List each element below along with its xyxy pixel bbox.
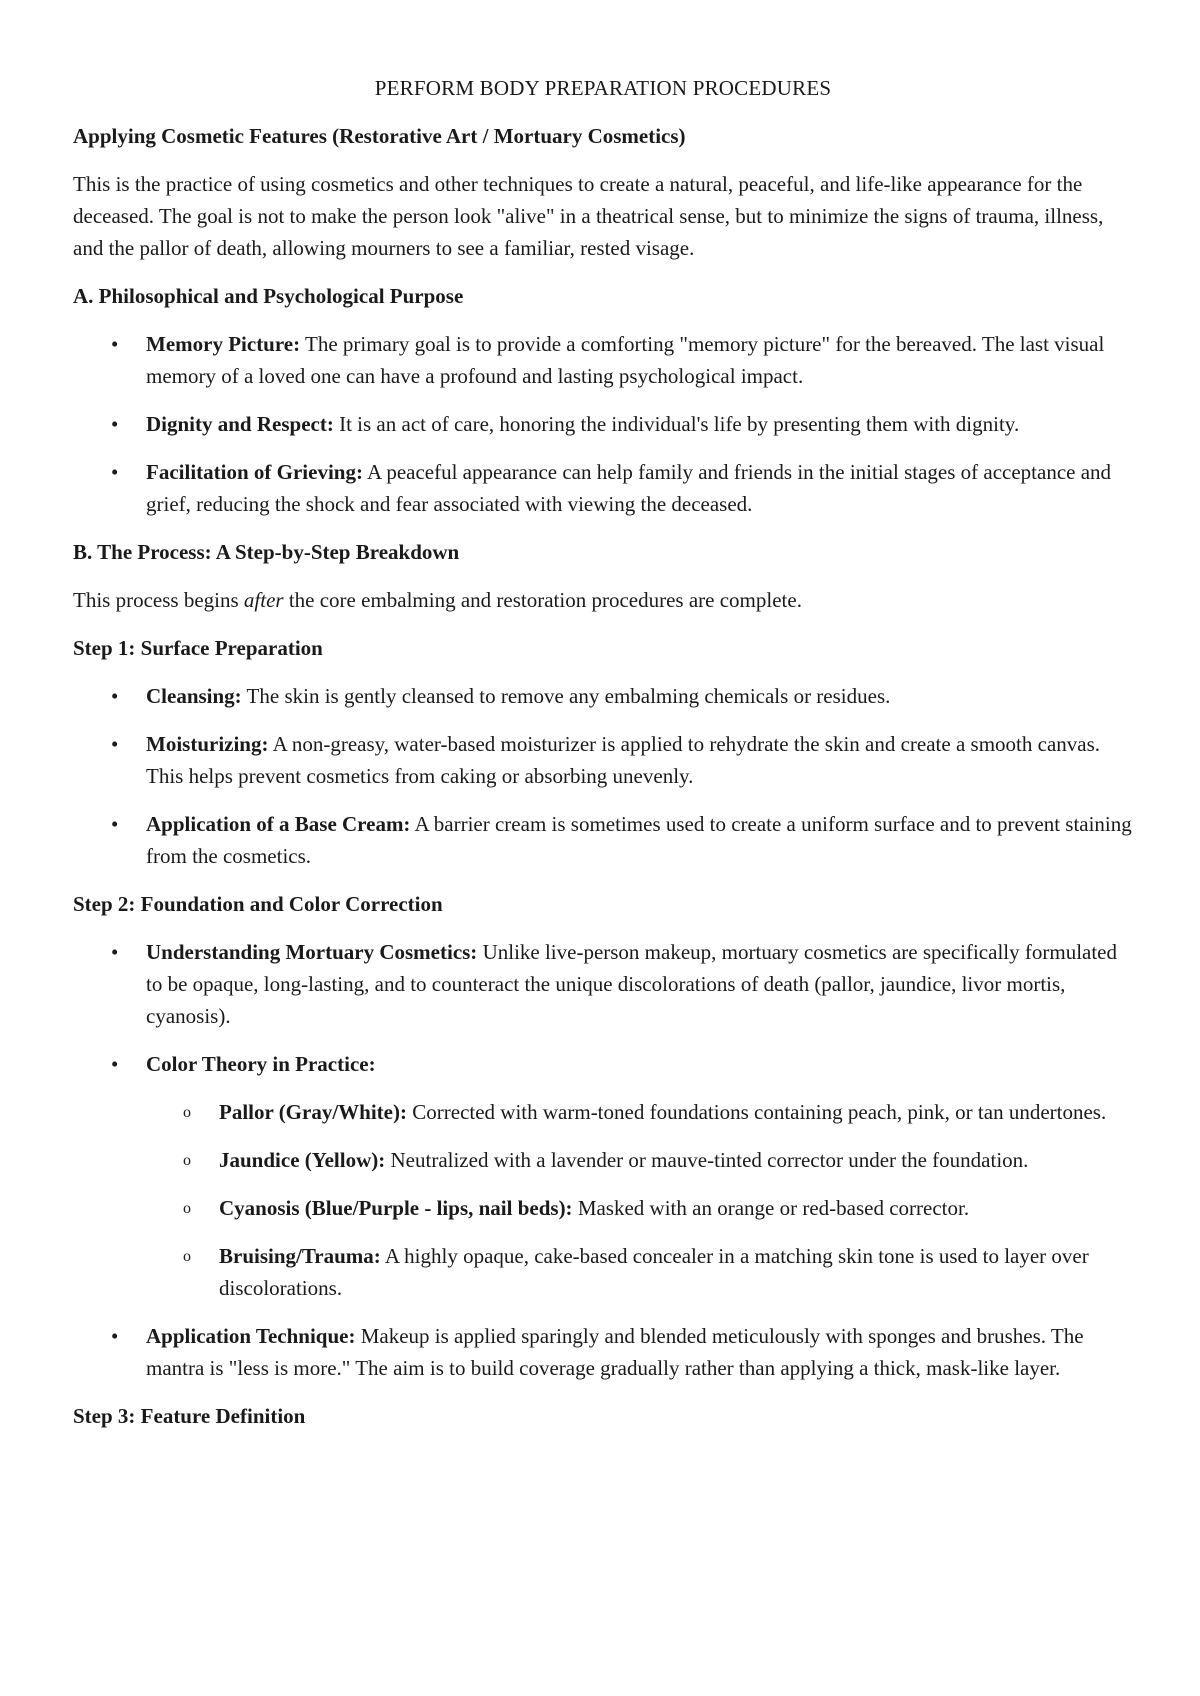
- list-item: [73, 728, 1133, 792]
- list-item: [73, 680, 1133, 712]
- color-theory-sublist: [146, 1096, 1133, 1304]
- item-term: Cyanosis (Blue/Purple - lips, nail beds):: [219, 1196, 573, 1220]
- bullet-icon: •: [111, 732, 119, 756]
- sub-list-item: [146, 1096, 1133, 1128]
- list-item: [73, 456, 1133, 520]
- item-term: Bruising/Trauma:: [219, 1244, 381, 1268]
- list-item: [73, 936, 1133, 1032]
- list-item: [73, 1048, 1133, 1304]
- list-item: [73, 808, 1133, 872]
- bullet-icon: •: [111, 684, 119, 708]
- bullet-icon: •: [111, 1052, 119, 1076]
- step-2-heading: Step 2: Foundation and Color Correction: [73, 892, 443, 916]
- step-1-heading: Step 1: Surface Preparation: [73, 636, 323, 660]
- item-text: Unlike live-person makeup, mortuary cosmetics are specifically formulated to be opaque, long-lasting, and to counteract the unique discolorations of death (pallor, jaundice, livor mortis, cyanosis).: [146, 940, 1118, 1028]
- item-text: A non-greasy, water-based moisturizer is applied to rehydrate the skin and create a smooth canvas. This helps prevent cosmetics from caking or absorbing unevenly.: [146, 732, 1101, 788]
- item-term: Application Technique:: [146, 1324, 356, 1348]
- bullet-icon: •: [111, 940, 119, 964]
- circle-bullet-icon: o: [183, 1200, 191, 1217]
- item-term: Color Theory in Practice:: [146, 1052, 376, 1076]
- item-term: Memory Picture:: [146, 332, 301, 356]
- list-item: [73, 328, 1133, 392]
- item-text: A peaceful appearance can help family and friends in the initial stages of acceptance and grief, reducing the shock and fear associated with viewing the deceased.: [146, 460, 1112, 516]
- list-item: [73, 1320, 1133, 1384]
- item-term: Pallor (Gray/White):: [219, 1100, 407, 1124]
- bullet-icon: •: [111, 812, 119, 836]
- bullet-icon: •: [111, 332, 119, 356]
- item-term: Understanding Mortuary Cosmetics:: [146, 940, 478, 964]
- circle-bullet-icon: o: [183, 1152, 191, 1169]
- item-text: The primary goal is to provide a comforting "memory picture" for the bereaved. The last visual memory of a loved one can have a profound and lasting psychological impact.: [146, 332, 1105, 388]
- step-2-list: [73, 936, 1133, 1384]
- part-b-intro-before: This process begins: [73, 588, 244, 612]
- intro-paragraph: This is the practice of using cosmetics and other techniques to create a natural, peaceful, and life-like appearance for the deceased. The goal is not to make the person look "alive" in a theatrical sense, but to minimize the signs of trauma, illness, and the pallor of death, allowing mourners to see a familiar, rested visage.: [73, 172, 1104, 260]
- item-term: Cleansing:: [146, 684, 242, 708]
- item-term: Application of a Base Cream:: [146, 812, 411, 836]
- item-term: Moisturizing:: [146, 732, 269, 756]
- sub-list-item: [146, 1240, 1133, 1304]
- item-text: A barrier cream is sometimes used to create a uniform surface and to prevent staining from the cosmetics.: [146, 812, 1132, 868]
- item-term: Dignity and Respect:: [146, 412, 334, 436]
- item-text: The skin is gently cleansed to remove any embalming chemicals or residues.: [241, 684, 891, 708]
- part-b-intro-emphasis: after: [243, 588, 284, 612]
- document-title: PERFORM BODY PREPARATION PROCEDURES: [374, 76, 832, 100]
- step-1-list: [73, 680, 1133, 872]
- sub-list-item: [146, 1144, 1133, 1176]
- item-term: Jaundice (Yellow):: [219, 1148, 386, 1172]
- circle-bullet-icon: o: [183, 1104, 191, 1121]
- part-b-intro-after: the core embalming and restoration procedures are complete.: [283, 588, 802, 612]
- part-b-intro: [73, 584, 1133, 616]
- section-heading: Applying Cosmetic Features (Restorative Art / Mortuary Cosmetics): [73, 124, 686, 148]
- part-a-heading: A. Philosophical and Psychological Purpose: [73, 284, 464, 308]
- step-3-heading: Step 3: Feature Definition: [73, 1404, 306, 1428]
- item-text: It is an act of care, honoring the individual's life by presenting them with dignity.: [333, 412, 1020, 436]
- bullet-icon: •: [111, 1324, 119, 1348]
- item-term: Facilitation of Grieving:: [146, 460, 363, 484]
- part-a-list: [73, 328, 1133, 520]
- sub-list-item: [146, 1192, 1133, 1224]
- item-text: Neutralized with a lavender or mauve-tinted corrector under the foundation.: [385, 1148, 1029, 1172]
- item-text: Corrected with warm-toned foundations containing peach, pink, or tan undertones.: [407, 1100, 1107, 1124]
- circle-bullet-icon: o: [183, 1248, 191, 1265]
- bullet-icon: •: [111, 460, 119, 484]
- item-text: Masked with an orange or red-based corrector.: [572, 1196, 970, 1220]
- document-page: [73, 72, 1133, 1448]
- bullet-icon: •: [111, 412, 119, 436]
- item-text: A highly opaque, cake-based concealer in a matching skin tone is used to layer over discolorations.: [219, 1244, 1089, 1300]
- item-text: Makeup is applied sparingly and blended meticulously with sponges and brushes. The mantra is "less is more." The aim is to build coverage gradually rather than applying a thick, mask-like layer.: [146, 1324, 1084, 1380]
- part-b-heading: B. The Process: A Step-by-Step Breakdown: [73, 540, 460, 564]
- list-item: [73, 408, 1133, 440]
